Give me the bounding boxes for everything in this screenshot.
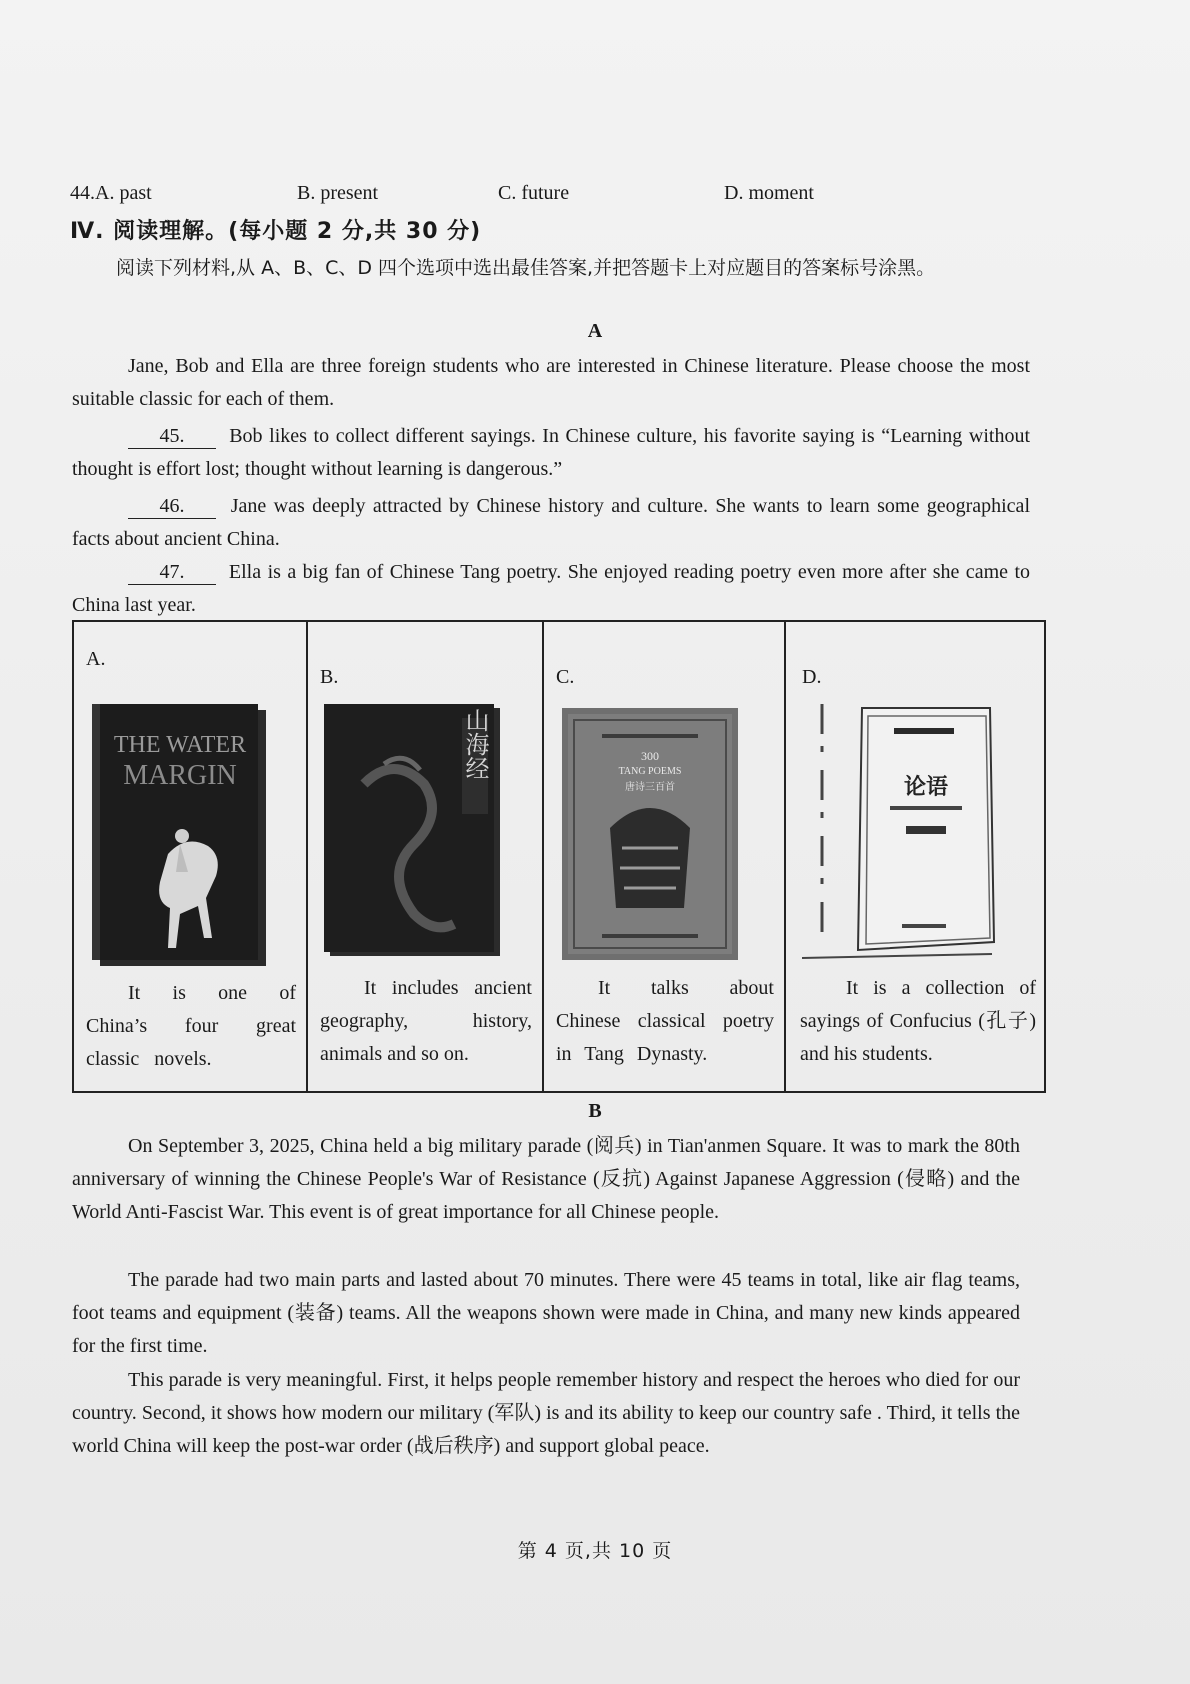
page-number-footer: 第 4 页,共 10 页 — [517, 1540, 673, 1562]
analects-cover-title: 论语 — [903, 775, 949, 800]
passage-a-label: A — [587, 320, 603, 342]
tang-poems-cover-title: TANG POEMS — [618, 766, 682, 777]
q44-option-c: C. future — [498, 182, 570, 204]
tang-poems-cover-number: 300 — [641, 749, 659, 763]
q44-option-b: B. present — [297, 182, 379, 204]
question-46 — [72, 490, 1030, 556]
water-margin-cover-title-1: THE WATER — [113, 732, 247, 758]
option-d-letter: D. — [802, 666, 822, 688]
answer-blank: 45. — [128, 424, 216, 449]
section-heading: Ⅳ. 阅读理解。(每小题 2 分,共 30 分) — [70, 219, 482, 244]
option-a-letter: A. — [86, 648, 106, 670]
question-47-text: Ella is a big fan of Chinese Tang poetry. She enjoyed reading poetry even more after she came to China last year. — [72, 561, 1031, 616]
analects-book-image — [802, 702, 1002, 964]
option-a-description: It is one of China’s four great classic novels. — [86, 982, 296, 1070]
options-table — [72, 620, 1046, 1093]
shanhaijing-cover-title: 山海经 — [461, 708, 489, 780]
answer-blank: 47. — [128, 560, 216, 585]
question-47 — [72, 556, 1030, 622]
passage-a-intro: Jane, Bob and Ella are three foreign students who are interested in Chinese literature. Please choose the most suitable classic for each of them. — [72, 355, 1030, 410]
option-cell-b — [308, 622, 544, 1091]
passage-b-label: B — [588, 1100, 602, 1122]
question-45 — [72, 420, 1030, 486]
option-cell-a — [74, 622, 308, 1091]
water-margin-cover-title-2: MARGIN — [123, 760, 237, 791]
option-c-description: It talks about Chinese classical poetry in Tang Dynasty. — [556, 977, 774, 1065]
option-c-letter: C. — [556, 666, 575, 688]
option-b-description: It includes ancient geography, history, animals and so on. — [320, 977, 532, 1065]
option-d-description: It is a collection of sayings of Confucius (孔子) and his students. — [800, 977, 1036, 1065]
option-cell-c — [544, 622, 786, 1091]
answer-blank: 46. — [128, 494, 216, 519]
option-b-letter: B. — [320, 666, 339, 688]
water-margin-book-image — [90, 704, 268, 969]
question-45-text: Bob likes to collect different sayings. In Chinese culture, his favorite saying is “Learning without thought is effort lost; thought without learning is dangerous.” — [72, 425, 1031, 480]
tang-poems-cover-chinese: 唐诗三百首 — [625, 782, 675, 793]
q44-option-d: D. moment — [724, 182, 814, 204]
option-cell-d — [786, 622, 1048, 1091]
passage-b-paragraph-2: The parade had two main parts and lasted about 70 minutes. There were 45 teams in total, like air flag teams, foot teams and equipment (装备) teams. All the weapons shown were made in China, and many new kinds appeared for the first time. — [72, 1269, 1020, 1357]
q44-option-a: 44.A. past — [70, 182, 152, 204]
question-46-text: Jane was deeply attracted by Chinese history and culture. She wants to learn some geographical facts about ancient China. — [72, 495, 1030, 550]
passage-b-paragraph-1: On September 3, 2025, China held a big military parade (阅兵) in Tian'anmen Square. It was to mark the 80th anniversary of winning the Chinese People's War of Resistance (反抗) Against Japanese Aggression (侵略) and the World Anti-Fascist War. This event is of great importance for all Chinese people. — [72, 1135, 1020, 1223]
passage-b-paragraph-3: This parade is very meaningful. First, it helps people remember history and respect the heroes who died for our country. Second, it shows how modern our military (军队) is and its ability to keep our country safe . Third, it tells the world China will keep the post-war order (战后秩序) and support global peace. — [72, 1369, 1020, 1457]
shanhaijing-book-image — [324, 704, 502, 959]
section-instructions: 阅读下列材料,从 A、B、C、D 四个选项中选出最佳答案,并把答题卡上对应题目的答案标号涂黑。 — [116, 257, 936, 279]
tang-poems-book-image — [562, 708, 742, 963]
